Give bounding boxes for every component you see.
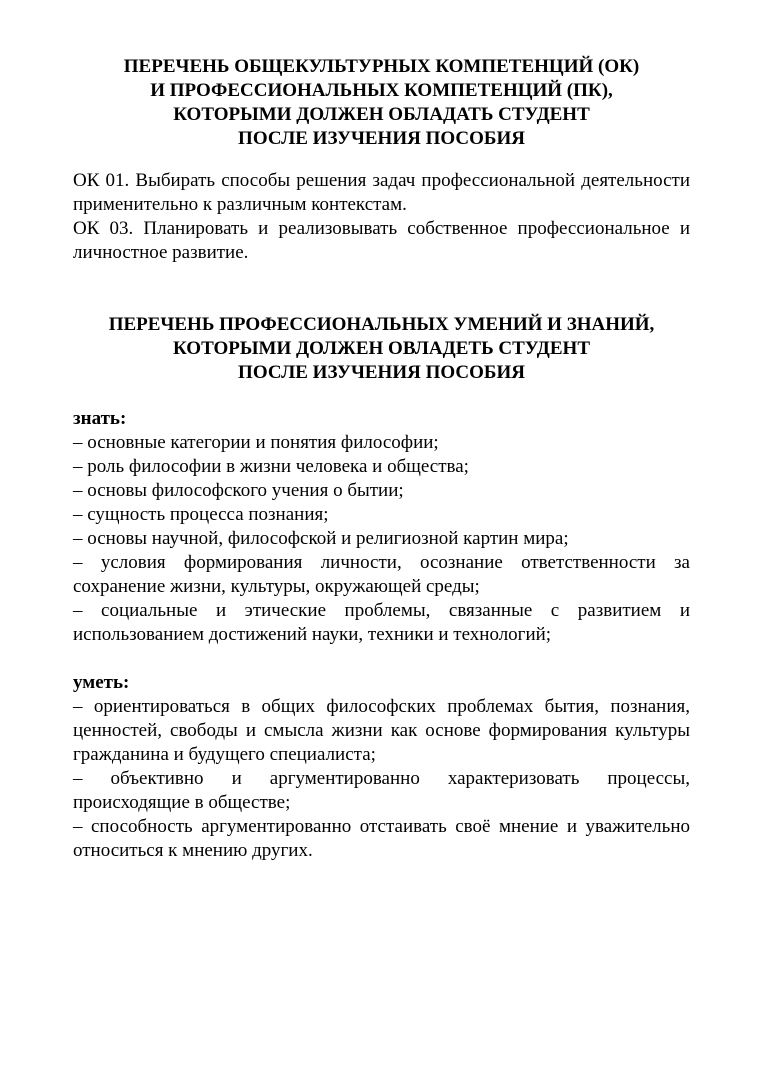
spacer (73, 385, 690, 407)
heading-line: ПОСЛЕ ИЗУЧЕНИЯ ПОСОБИЯ (238, 128, 525, 149)
can-item: – ориентироваться в общих философских проблемах бытия, познания, ценностей, свободы и смысла жизни как основе формирования культуры гражданина и будущего специалиста; (73, 696, 690, 765)
know-item: – основные категории и понятия философии; (73, 432, 439, 453)
know-item: – условия формирования личности, осознание ответственности за сохранение жизни, культуры, окружающей среды; (73, 552, 690, 597)
can-item: – способность аргументированно отстаивать своё мнение и уважительно относиться к мнению других. (73, 816, 690, 861)
spacer (73, 265, 690, 313)
heading-line: ПЕРЕЧЕНЬ ПРОФЕССИОНАЛЬНЫХ УМЕНИЙ И ЗНАНИЙ, (108, 314, 655, 335)
know-item: – основы философского учения о бытии; (73, 480, 404, 501)
competencies-heading (73, 55, 690, 151)
heading-line: ПЕРЕЧЕНЬ ОБЩЕКУЛЬТУРНЫХ КОМПЕТЕНЦИЙ (ОК) (123, 56, 640, 77)
heading-line: КОТОРЫМИ ДОЛЖЕН ОБЛАДАТЬ СТУДЕНТ (173, 104, 590, 125)
know-item: – сущность процесса познания; (73, 504, 329, 525)
heading-line: И ПРОФЕССИОНАЛЬНЫХ КОМПЕТЕНЦИЙ (ПК), (150, 80, 613, 101)
heading-line: ПОСЛЕ ИЗУЧЕНИЯ ПОСОБИЯ (238, 362, 525, 383)
can-label: уметь: (73, 672, 130, 693)
know-label: знать: (73, 408, 127, 429)
know-item: – основы научной, философской и религиозной картин мира; (73, 528, 569, 549)
know-item: – социальные и этические проблемы, связанные с развитием и использованием достижений науки, техники и технологий; (73, 600, 690, 645)
spacer (73, 151, 690, 169)
spacer (73, 647, 690, 671)
competency-ok03: ОК 03. Планировать и реализовывать собственное профессиональное и личностное развитие. (73, 218, 690, 263)
know-item: – роль философии в жизни человека и общества; (73, 456, 469, 477)
heading-line: КОТОРЫМИ ДОЛЖЕН ОВЛАДЕТЬ СТУДЕНТ (172, 338, 590, 359)
can-item: – объективно и аргументированно характеризовать процессы, происходящие в обществе; (73, 768, 690, 813)
document-page (73, 55, 690, 863)
skills-heading (73, 313, 690, 385)
competency-ok01: ОК 01. Выбирать способы решения задач профессиональной деятельности применительно к различным контекстам. (73, 170, 690, 215)
